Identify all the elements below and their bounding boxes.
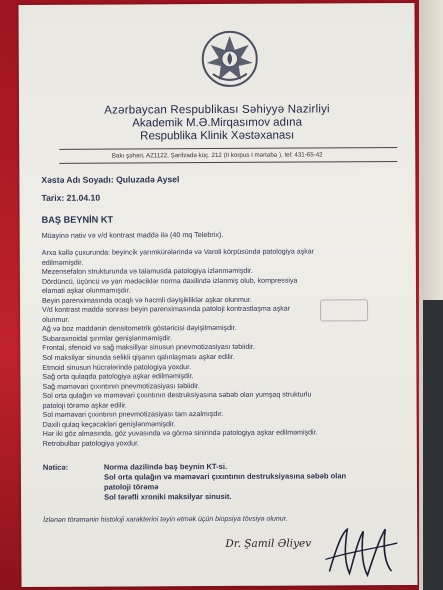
exam-intro: Müayinə nativ və v/d kontrast maddə ilə (40 mq Telebrix). [41,229,224,240]
conclusion-line: Norma dazilində baş beynin KT-si. [103,461,228,472]
findings-line: Hər iki göz almasında, göz yuvasında və görmə sinirində patologiya aşkar edilməmişdir. [42,428,318,439]
findings-line: Sağ orta qulaqda patologiya aşkar edilməmişdir. [42,372,194,382]
ministry-name: Azərbaycan Respublikası Səhiyyə Nazirliyi [104,103,330,117]
patient-name: Xəstə Adı Soyadı: Quluzadə Aysel [41,174,180,185]
findings-line: Subaraxnoidal şırımlar genişlənməmişdir. [42,334,172,343]
report-date: Tarix: 21.04.10 [41,192,101,203]
coat-of-arms-emblem [201,30,259,88]
findings-line: olunmur. [42,315,70,324]
header-divider-top [59,147,397,150]
findings-text [42,247,403,449]
findings-line: elamati aşkar olunmamışdır. [41,286,131,296]
findings-line: Retrobulbar patologiya yoxdur. [42,439,140,448]
conclusion-line: Sol tərəfli xroniki maksilyar sinusit. [104,491,232,502]
conclusion-text [104,461,346,502]
hospital-address: Bakı şəhəri, AZ1122, Şərifzadə küç. 212 (II korpus I mərtəbə ), tel: 431-65-42 [111,151,323,160]
biopsy-recommendation: İzlənən törəmənin histoloji xarakterini təyin etmək üçün biopsiya tövsiyə olunur. [43,515,288,524]
background-dark-area [423,300,443,590]
findings-line: Ağ və boz maddənin densitometrik göstəricisi dəyişilməmişdir. [42,324,237,334]
medical-report-sheet [18,3,417,587]
conclusion-label: Nəticə: [42,462,69,472]
hospital-name: Respublika Klinik Xəstəxanası [140,129,295,143]
doctor-name: Dr. Şamil Əliyev [225,537,312,550]
header-divider-bottom [59,161,397,164]
findings-line: Frontal, sfenoid və sağ maksillyar sinusun pnevmotizasiyası təbiidir. [42,343,255,353]
findings-line: Daxili qulaq keçəcəkləri genişlənməmişdir. [42,420,176,429]
conclusion-line: Sol orta qulağın və məməvari çıxıntının destruksiyasına səbəb olan [103,471,347,482]
findings-line: Sol maksilyar sinusda selikli qişanın qalınlaşması aşkar edilir. [42,352,235,362]
handwritten-signature [321,521,401,581]
findings-line: Arxa kəllə çuxurunda: beyincik yarımkürələrində və Varoli körpüsündə patologiya aşkar [41,247,315,257]
findings-line: Dördüncü, üçüncü və yan mədəciklər norma daxilində izlənmiş olub, kompressiya [41,276,298,286]
findings-line: Sol məməvari çıxıntının pnevmotizasiyası tam azalmışdır. [42,410,224,420]
hospital-dedication: Akademik M.Ə.Mirqasımov adına [132,116,302,130]
findings-line: Sol orta qulağın və məməvari çıxıntının destruksiyasına səbəb olan yumşaq strukturlu [42,390,312,401]
findings-line: edilməmişdir. [41,258,84,267]
findings-line: Mezensefalon strukturunda və talamusda patologiya izlənməmişdir. [41,266,253,277]
findings-line: patoloji törəmə aşkar edilir. [42,401,127,410]
conclusion-line: patoloji törəmə [103,482,159,492]
findings-line: V/d kontrast maddə sonrası beyin parenximasında patoloji kontrastlaşma aşkar [42,304,291,315]
findings-line: Sağ məməvari çıxıntının pnevmotizasiyası təbiidir. [42,381,200,391]
exam-title: BAŞ BEYNİN KT [41,214,114,225]
findings-line: Beyin parenximasında ocaqlı və həcmli dəyişikliklər aşkar olunmur. [42,295,252,305]
findings-line: Etmoid sinusun hücrələrində patologiya yoxdur. [42,362,192,372]
